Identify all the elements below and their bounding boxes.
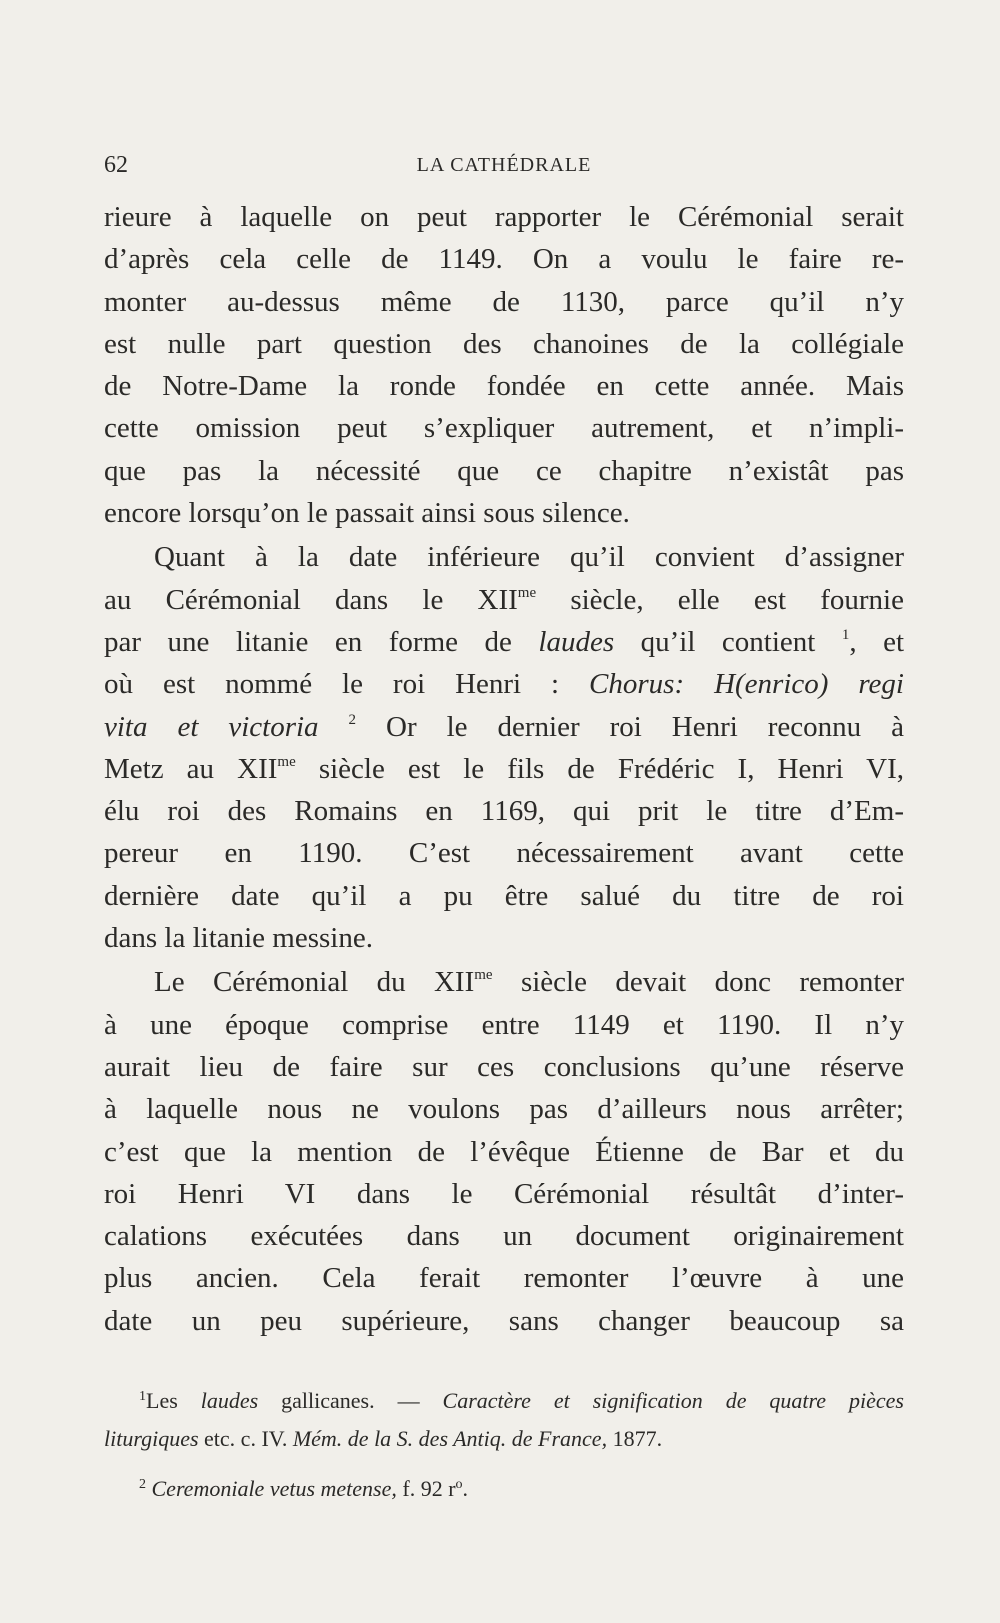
italic-text: vita et victoria [104, 710, 319, 743]
text-line: à laquelle nous ne voulons pas d’ailleurs nous arrêter; [104, 1093, 904, 1126]
text-span: où est nommé le roi Henri : [104, 668, 590, 701]
text-line: c’est que la mention de l’évêque Étienne de Bar et du [104, 1135, 904, 1168]
text-span: siècle devait donc remonter [492, 966, 904, 999]
text-line: date un peu supérieure, sans changer beaucoup sa [104, 1304, 904, 1337]
text-line: aurait lieu de faire sur ces conclusions qu’une réserve [104, 1050, 904, 1083]
text-line: cette omission peut s’expliquer autrement, et n’impli- [104, 412, 904, 445]
text-line: que pas la nécessité que ce chapitre n’existât pas [104, 454, 904, 487]
text-span: Le Cérémonial du XII [154, 966, 475, 999]
superscript: o [455, 1477, 463, 1492]
text-line: monter au-dessus même de 1130, parce qu’il n’y [104, 285, 904, 318]
text-span: qu’il contient [614, 625, 842, 658]
italic-text: Ceremoniale vetus metense, [151, 1476, 397, 1501]
text-line [104, 663, 904, 705]
text-line: calations exécutées dans un document originairement [104, 1220, 904, 1253]
text-span: 1877. [607, 1426, 663, 1451]
italic-text: Caractère et signification de quatre pièces [442, 1388, 904, 1413]
text-span: f. 92 r [396, 1476, 456, 1501]
footnote-1 [104, 1382, 904, 1420]
footnote-2 [104, 1470, 904, 1508]
text-line: d’après cela celle de 1149. On a voulu le faire re- [104, 243, 904, 276]
footnote-ref: 2 [348, 711, 357, 728]
italic-text: laudes [200, 1388, 259, 1413]
footnote-marker: 1 [139, 1389, 146, 1404]
text-line [104, 706, 904, 748]
text-span: Metz au XII [104, 752, 278, 785]
superscript: me [517, 584, 537, 601]
text-span: . [462, 1476, 469, 1501]
footnote-1-continued [104, 1420, 904, 1458]
text-line [104, 621, 904, 663]
text-line: à une époque comprise entre 1149 et 1190. Il n’y [104, 1008, 904, 1041]
italic-text: laudes [538, 625, 615, 658]
text-line: est nulle part question des chanoines de la collégiale [104, 327, 904, 360]
footnote-ref: 1 [841, 626, 850, 643]
italic-text: liturgiques [104, 1426, 199, 1451]
text-line: élu roi des Romains en 1169, qui prit le titre d’Em- [104, 795, 904, 828]
text-line: rieure à laquelle on peut rapporter le Cérémonial serait [104, 201, 904, 233]
italic-text: Chorus: H(enrico) regi [589, 668, 904, 701]
paragraph-start-line [104, 961, 904, 1003]
text-span: etc. c. IV. [198, 1426, 293, 1451]
text-span: par une litanie en forme de [104, 625, 539, 658]
text-line: dernière date qu’il a pu être salué du titre de roi [104, 879, 904, 912]
text-line: dans la litanie messine. [104, 922, 373, 955]
text-line [104, 579, 904, 621]
text-span: siècle est le fils de Frédéric I, Henri VI, [295, 752, 905, 785]
text-span: Or le dernier roi Henri reconnu à [356, 710, 904, 743]
text-span: Les [146, 1388, 201, 1413]
footnotes [104, 1382, 904, 1508]
text-line: roi Henri VI dans le Cérémonial résultât d’inter- [104, 1177, 904, 1210]
text-span: siècle, elle est fournie [536, 583, 904, 616]
footnote-marker: 2 [139, 1477, 146, 1492]
text-line: encore lorsqu’on le passait ainsi sous silence. [104, 497, 630, 530]
italic-text: Mém. de la S. des Antiq. de France, [292, 1426, 608, 1451]
text-span: , et [849, 625, 904, 658]
page-number: 62 [104, 152, 128, 178]
superscript: me [474, 967, 493, 984]
text-line: pereur en 1190. C’est nécessairement avant cette [104, 837, 904, 870]
page-header [104, 152, 904, 184]
superscript: me [277, 753, 296, 770]
text-span: gallicanes. — [258, 1388, 443, 1413]
paragraph-start-line: Quant à la date inférieure qu’il convient d’assigner [154, 541, 904, 574]
running-title: LA CATHÉDRALE [416, 154, 592, 176]
text-span: au Cérémonial dans le XII [104, 583, 518, 616]
text-line: de Notre-Dame la ronde fondée en cette année. Mais [104, 370, 904, 403]
text-line [104, 748, 904, 790]
body-text [104, 196, 904, 1342]
text-line: plus ancien. Cela ferait remonter l’œuvre à une [104, 1262, 904, 1295]
